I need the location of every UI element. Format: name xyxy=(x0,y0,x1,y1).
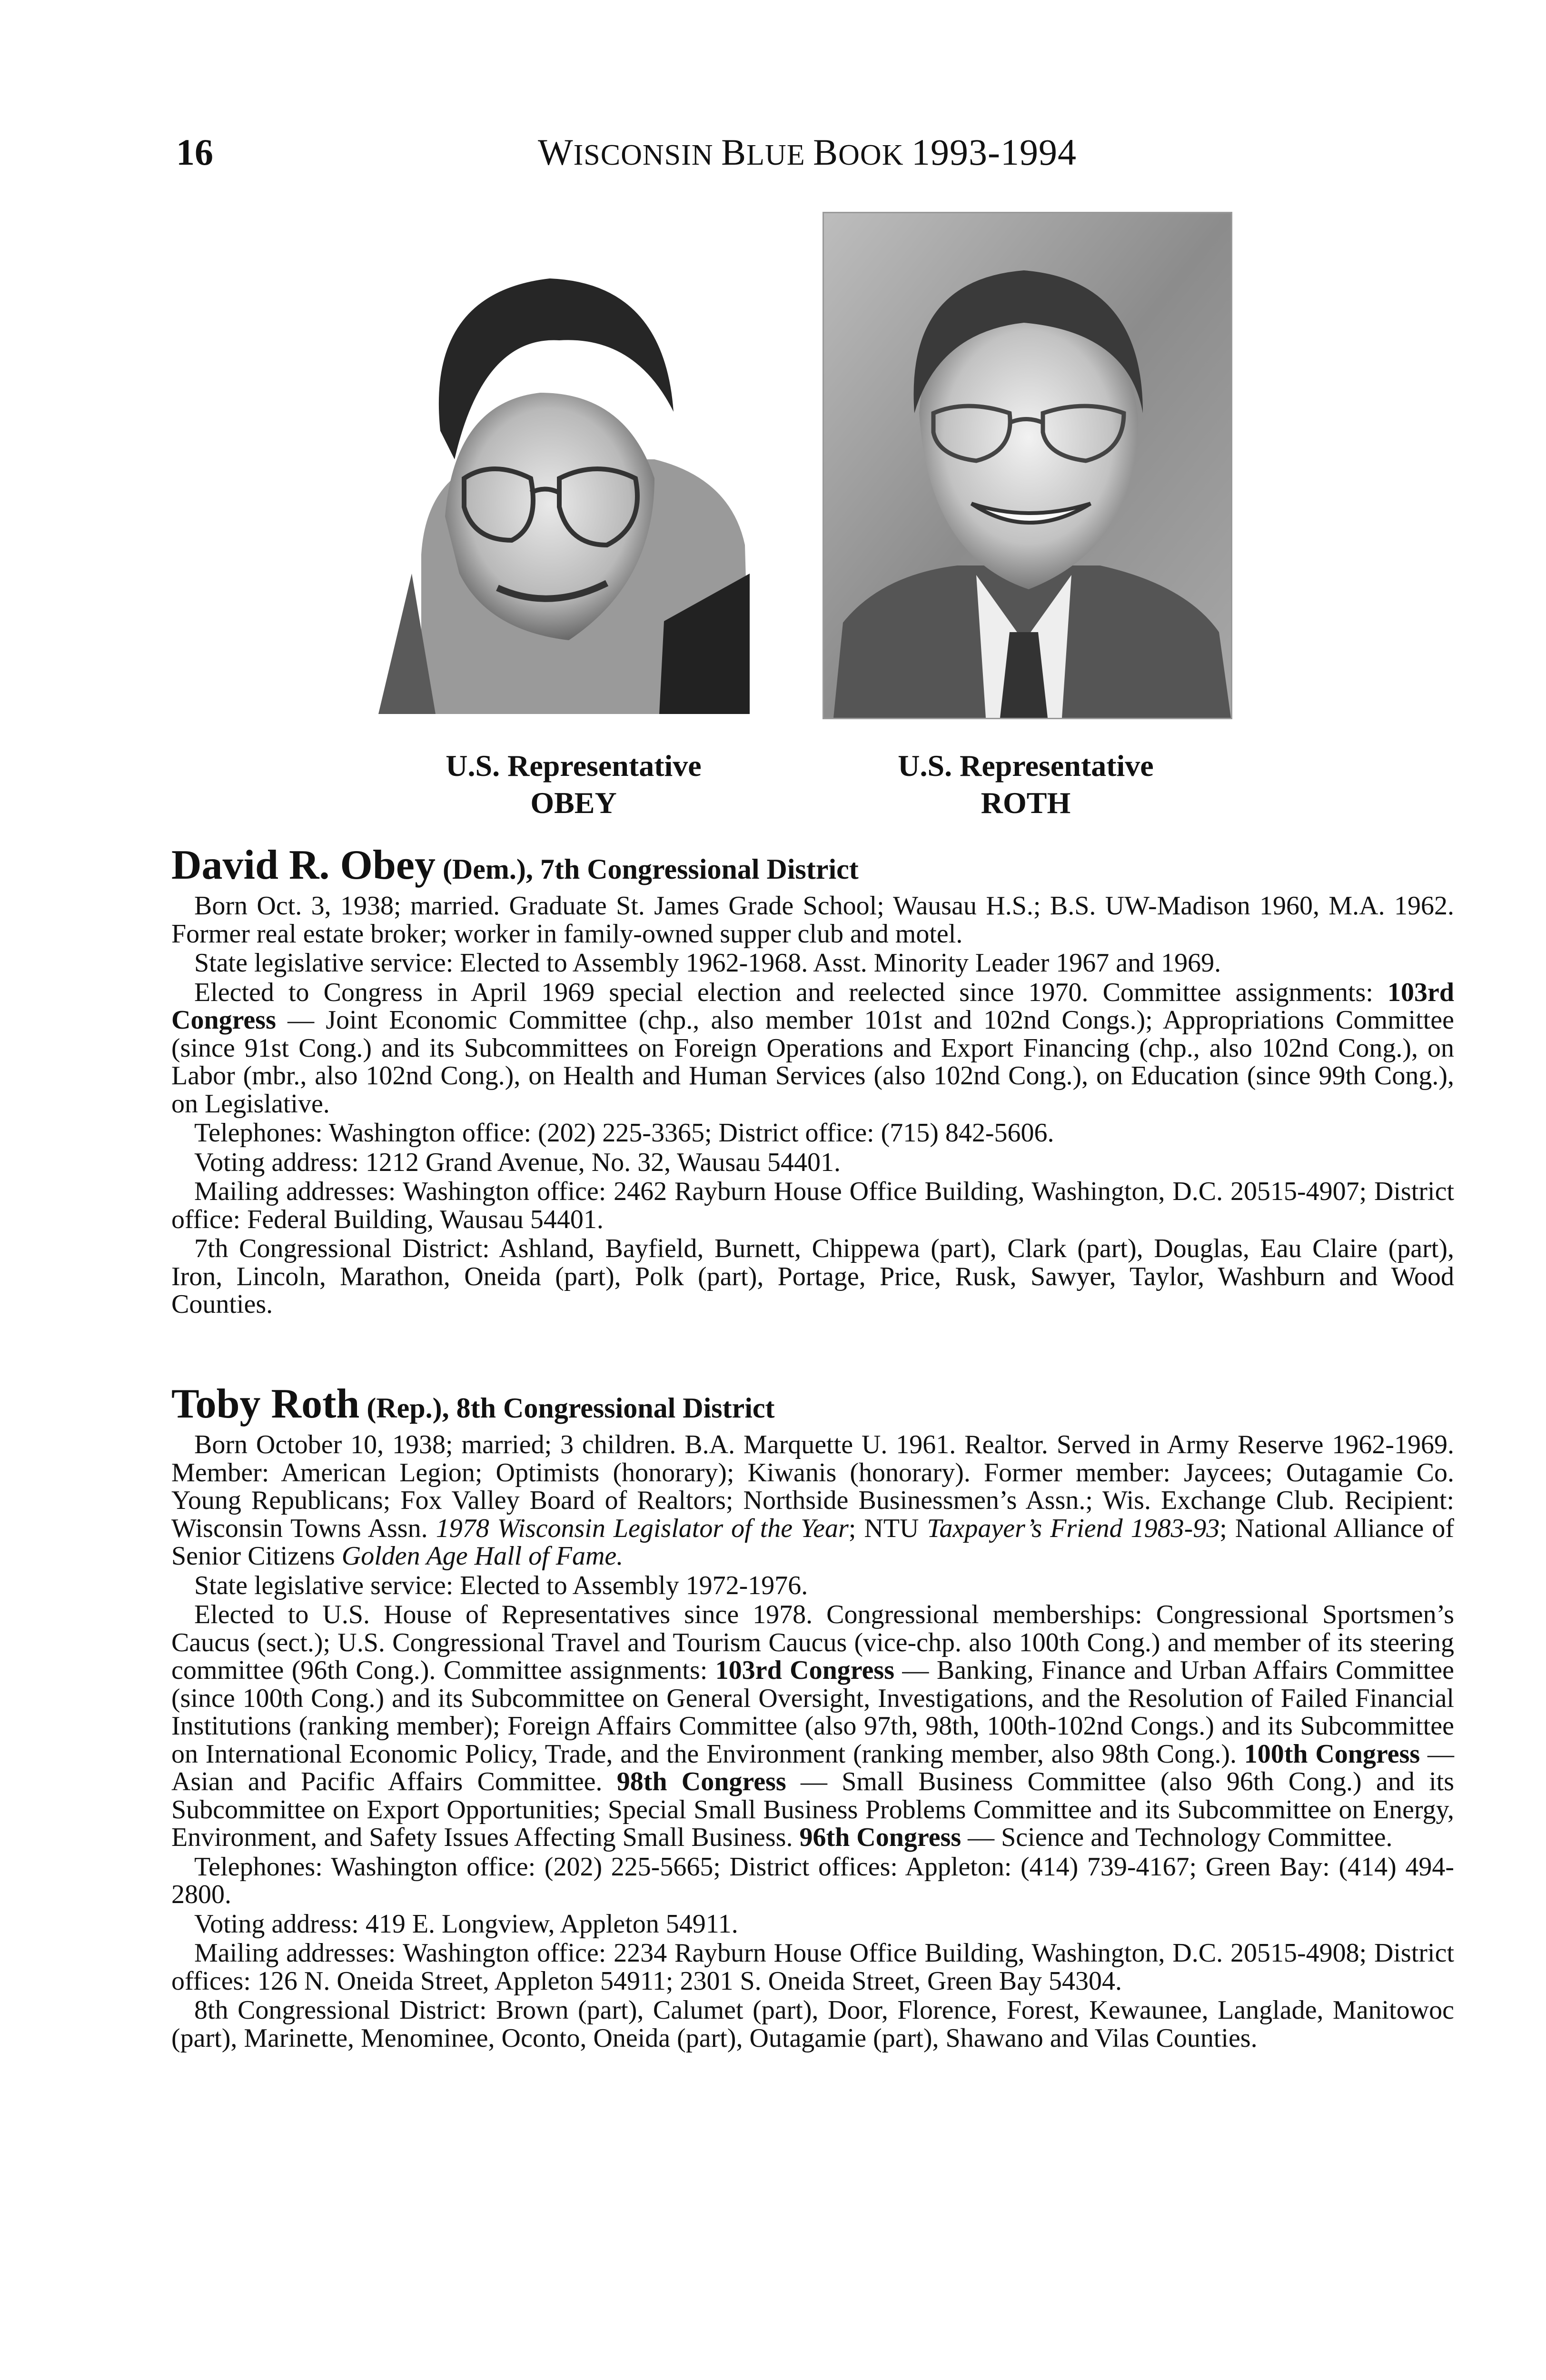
roth-house-text-a: Elected to U.S. House of Representatives since 1978. Congressional memberships: Congressional Sportsmen’s Caucus (sect.); U.S. Congressional Travel and Tourism Caucus (vice-chp. also 100th Cong.) and member of its steering committee (96th Cong.). Committee assignments: xyxy=(171,1600,1454,1685)
roth-house-bold-96th: 96th Congress xyxy=(799,1823,961,1852)
roth-award-3: Golden Age Hall of Fame. xyxy=(341,1541,624,1571)
roth-house-text-d: — Asian and Pacific Affairs Committee. xyxy=(171,1739,1454,1796)
running-head-lue: LUE xyxy=(746,139,813,171)
roth-voting-paragraph: Voting address: 419 E. Longview, Appleton 54911. xyxy=(194,1909,738,1939)
roth-award-1: 1978 Wisconsin Legislator of the Year xyxy=(436,1513,849,1543)
roth-mailing-paragraph: Mailing addresses: Washington office: 2234 Rayburn House Office Building, Washington, D.C. 20515-4908; District offices: 126 N. Oneida Street, Appleton 54911; 2301 S. Oneida Street, Green Bay 54304. xyxy=(171,1938,1454,1996)
roth-state-service-paragraph: State legislative service: Elected to Assembly 1972-1976. xyxy=(194,1570,808,1600)
running-head-years: 1993-1994 xyxy=(911,131,1077,173)
roth-award-2: Taxpayer’s Friend 1983-93 xyxy=(927,1513,1220,1543)
running-head-b2: B xyxy=(813,131,839,173)
biography-roth xyxy=(171,1381,1455,2053)
caption-roth-title: U.S. Representative xyxy=(898,749,1154,783)
caption-obey-title: U.S. Representative xyxy=(446,749,702,783)
roth-house-text-c: — Banking, Finance and Urban Affairs Committee (since 100th Cong.) and its Subcommittee on General Oversight, Investigations, and the Resolution of Failed Financial Institutions (ranking member); Foreign Affairs Committee (also 97th, 98th, 100th-102nd Congs.) and its Subcommittee on International Economic Policy, Trade, and the Environment (ranking member, also 98th Cong.). xyxy=(171,1656,1455,1769)
obey-district-paragraph: 7th Congressional District: Ashland, Bayfield, Burnett, Chippewa (part), Clark (part), Douglas, Eau Claire (part), Iron, Lincoln, Marathon, Oneida (part), Polk (part), Portage, Price, Rusk, Sawyer, Taylor, Washburn and Wood Counties. xyxy=(171,1234,1454,1319)
roth-district-paragraph: 8th Congressional District: Brown (part), Calumet (part), Door, Florence, Forest, Kewaunee, Langlade, Manitowoc (part), Marinette, Menominee, Oconto, Oneida (part), Outagamie (part), Shawano and Vilas Counties. xyxy=(171,1995,1454,2053)
bio-name-roth: Toby Roth xyxy=(171,1381,360,1427)
obey-mailing-paragraph: Mailing addresses: Washington office: 2462 Rayburn House Office Building, Washington, D.C. 20515-4907; District office: Federal Building, Wausau 54401. xyxy=(171,1177,1454,1234)
roth-born-text-c: ; National Alliance of Senior Citizens xyxy=(171,1513,1454,1571)
page-number: 16 xyxy=(176,131,213,173)
obey-congress-text-b: — Joint Economic Committee (chp., also member 101st and 102nd Congs.); Appropriations Committee (since 91st Cong.) and its Subcommittees on Foreign Operations and Export Financing (chp., also 102nd Cong.), on Labor (mbr., also 102nd Cong.), on Health and Human Services (also 102nd Cong.), on Education (since 99th Cong.), on Legislative. xyxy=(171,1005,1454,1119)
obey-congress-bold: 103rd Congress xyxy=(171,977,1454,1035)
caption-roth-name: ROTH xyxy=(981,786,1071,820)
running-head-b: B xyxy=(721,131,747,173)
roth-born-text-a: Born October 10, 1938; married; 3 children. B.A. Marquette U. 1961. Realtor. Served in Army Reserve 1962-1969. Member: American Legion; Optimists (honorary); Kiwanis (honorary). Former member: Jaycees; Outagamie Co. Young Republicans; Fox Valley Board of Realtors; Northside Businessmen’s Assn.; Wis. Exchange Club. Recipient: Wisconsin Towns Assn. xyxy=(171,1430,1454,1543)
bio-name-obey: David R. Obey xyxy=(171,842,436,888)
roth-house-bold-100th: 100th Congress xyxy=(1244,1739,1420,1769)
obey-voting-paragraph: Voting address: 1212 Grand Avenue, No. 32, Wausau 54401. xyxy=(194,1147,841,1177)
roth-house-text-f: — Science and Technology Committee. xyxy=(961,1823,1393,1852)
bio-party-roth: (Rep.), 8th Congressional District xyxy=(359,1392,775,1424)
running-head-ook: OOK xyxy=(838,139,912,171)
obey-state-service-paragraph: State legislative service: Elected to Assembly 1962-1968. Asst. Minority Leader 1967 and 1969. xyxy=(194,948,1221,978)
portrait-obey xyxy=(369,212,776,714)
page-header xyxy=(0,0,1546,190)
bio-heading-roth xyxy=(171,1381,1454,1428)
caption-obey-name: OBEY xyxy=(530,786,617,820)
roth-house-bold-98th: 98th Congress xyxy=(616,1767,786,1796)
caption-obey xyxy=(407,747,740,822)
running-head xyxy=(538,131,1077,174)
obey-born-paragraph: Born Oct. 3, 1938; married. Graduate St. James Grade School; Wausau H.S.; B.S. UW-Madison 1960, M.A. 1962. Former real estate broker; worker in family-owned supper club and motel. xyxy=(171,891,1454,949)
running-head-w: W xyxy=(538,131,574,173)
running-head-isconsin: ISCONSIN xyxy=(573,139,722,171)
roth-house-text-e: — Small Business Committee (also 96th Cong.) and its Subcommittee on Export Opportunities; Special Small Business Problems Committee and its Subcommittee on Energy, Environment, and Safety Issues Affecting Small Business. xyxy=(171,1767,1455,1852)
obey-congress-text-a: Elected to Congress in April 1969 special election and reelected since 1970. Committee assignments: xyxy=(194,977,1387,1007)
biography-obey xyxy=(171,842,1454,1320)
roth-telephones-paragraph: Telephones: Washington office: (202) 225-5665; District offices: Appleton: (414) 739-4167; Green Bay: (414) 494-2800. xyxy=(171,1852,1454,1909)
obey-congress-paragraph xyxy=(171,979,1454,1118)
bio-heading-obey xyxy=(171,842,1454,889)
bio-party-obey: (Dem.), 7th Congressional District xyxy=(435,853,859,885)
caption-roth xyxy=(859,747,1192,822)
roth-house-paragraph xyxy=(171,1601,1454,1852)
obey-telephones-paragraph: Telephones: Washington office: (202) 225-3365; District office: (715) 842-5606. xyxy=(194,1118,1054,1148)
roth-born-paragraph xyxy=(171,1431,1454,1570)
portrait-roth xyxy=(823,212,1232,719)
roth-house-bold-103rd: 103rd Congress xyxy=(715,1656,895,1685)
roth-born-text-b: ; NTU xyxy=(848,1513,927,1543)
